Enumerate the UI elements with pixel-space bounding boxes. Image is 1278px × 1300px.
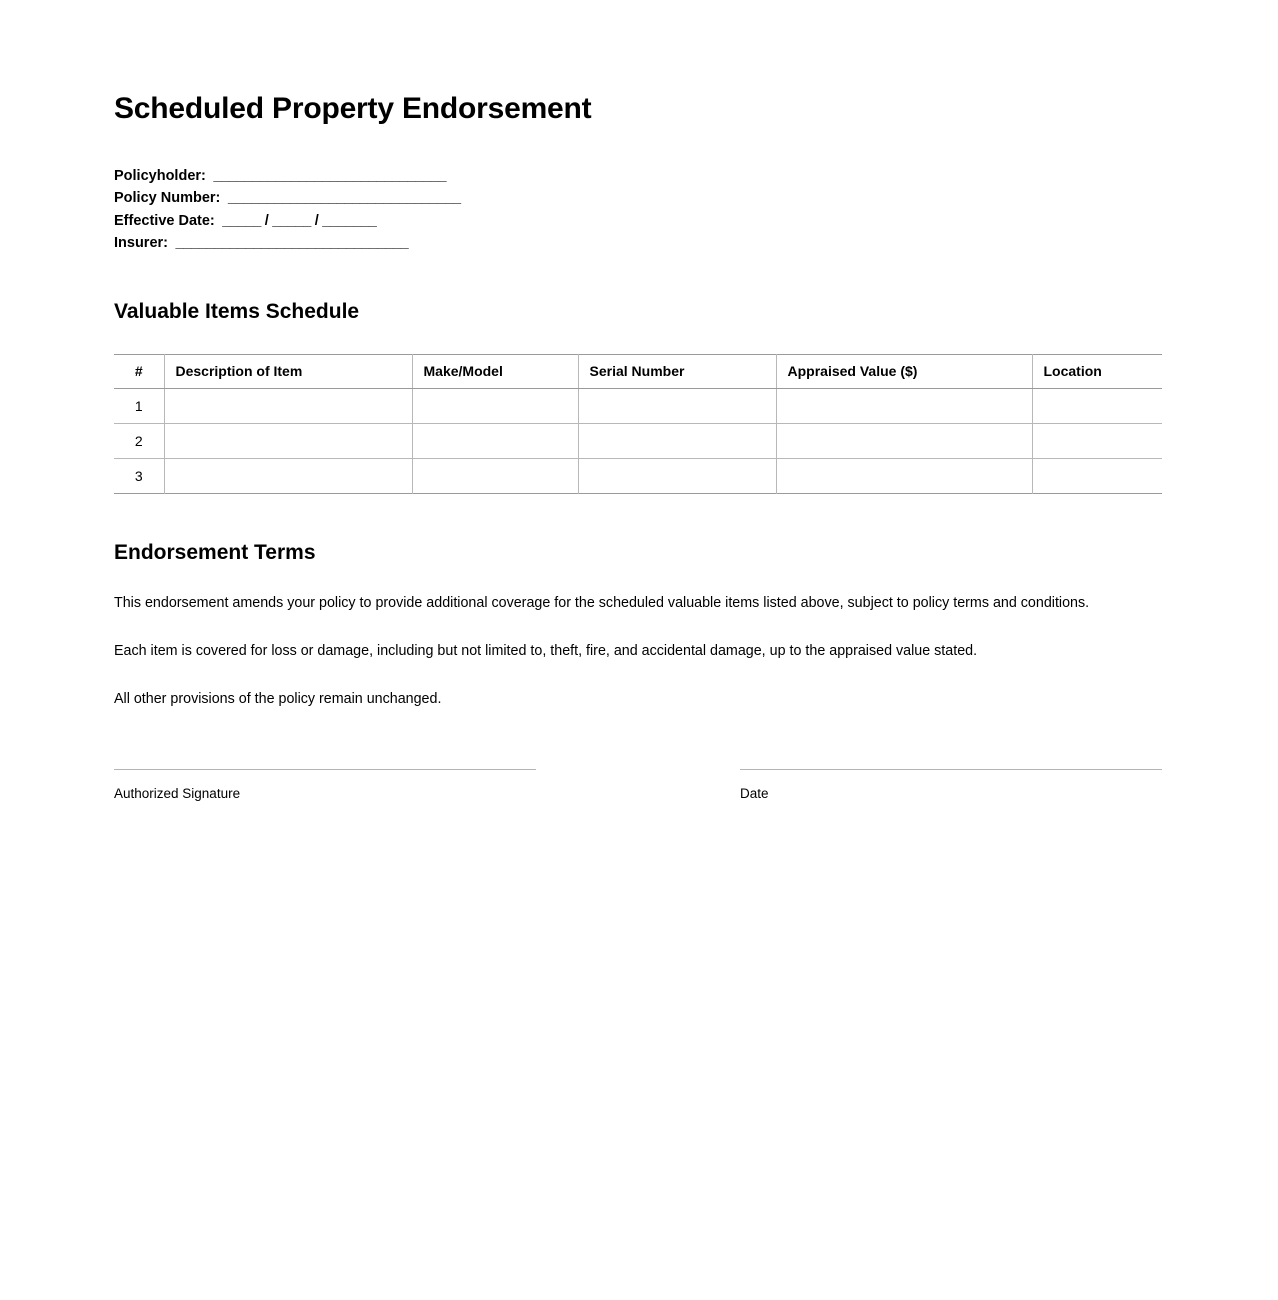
column-header-location: Location	[1032, 354, 1162, 388]
table-row	[114, 388, 1162, 423]
page-title: Scheduled Property Endorsement	[114, 92, 592, 125]
cell-row-number: 3	[114, 458, 164, 493]
column-header-make-model: Make/Model	[412, 354, 578, 388]
column-header-number: #	[114, 354, 164, 388]
policy-field-policyholder-blank[interactable]: ______________________________	[205, 167, 447, 184]
terms-paragraph-1: This endorsement amends your policy to provide additional coverage for the scheduled valuable items listed above, subject to policy terms and conditions.	[114, 594, 1090, 611]
column-header-appraised-value: Appraised Value ($)	[776, 354, 1032, 388]
signature-line-authorized[interactable]	[114, 769, 536, 770]
policy-field-policy-number	[114, 187, 1162, 210]
policy-field-policy-number-blank[interactable]: ______________________________	[220, 190, 461, 206]
policy-field-insurer-label: Insurer:	[114, 235, 168, 251]
cell-location[interactable]	[1032, 458, 1162, 493]
signature-line-date[interactable]	[740, 769, 1162, 770]
schedule-section-heading: Valuable Items Schedule	[114, 299, 360, 323]
policy-field-insurer-blank[interactable]: ______________________________	[168, 235, 409, 251]
policy-field-insurer	[114, 232, 1162, 255]
column-header-serial-number: Serial Number	[578, 354, 776, 388]
document-content	[114, 92, 1162, 802]
signature-field-date	[740, 769, 1162, 802]
policy-field-effective-date	[114, 210, 1162, 233]
terms-section-heading: Endorsement Terms	[114, 540, 316, 564]
cell-description[interactable]	[164, 423, 412, 458]
signature-field-authorized	[114, 769, 536, 802]
policy-field-policyholder	[114, 165, 1162, 188]
cell-row-number: 1	[114, 388, 164, 423]
policy-fields-block	[114, 165, 1162, 255]
cell-make-model[interactable]	[412, 458, 578, 493]
signature-block	[114, 769, 1162, 802]
policy-field-policy-number-label: Policy Number:	[114, 190, 221, 206]
cell-make-model[interactable]	[412, 423, 578, 458]
policy-field-effective-date-label: Effective Date:	[114, 212, 215, 229]
policy-field-effective-date-blank[interactable]: _____ / _____ / _______	[214, 212, 377, 229]
terms-paragraph-2: Each item is covered for loss or damage, including but not limited to, theft, fire, and accidental damage, up to the appraised value stated.	[114, 642, 978, 659]
table-row	[114, 423, 1162, 458]
table-row	[114, 458, 1162, 493]
cell-appraised-value[interactable]	[776, 423, 1032, 458]
terms-paragraph-3: All other provisions of the policy remain unchanged.	[114, 690, 442, 707]
cell-location[interactable]	[1032, 423, 1162, 458]
cell-appraised-value[interactable]	[776, 458, 1032, 493]
cell-serial-number[interactable]	[578, 388, 776, 423]
policy-field-policyholder-label: Policyholder:	[114, 167, 206, 184]
column-header-description: Description of Item	[164, 354, 412, 388]
cell-serial-number[interactable]	[578, 458, 776, 493]
cell-location[interactable]	[1032, 388, 1162, 423]
cell-description[interactable]	[164, 388, 412, 423]
cell-row-number: 2	[114, 423, 164, 458]
table-header-row	[114, 354, 1162, 388]
cell-serial-number[interactable]	[578, 423, 776, 458]
cell-description[interactable]	[164, 458, 412, 493]
cell-make-model[interactable]	[412, 388, 578, 423]
valuable-items-table	[114, 354, 1162, 494]
cell-appraised-value[interactable]	[776, 388, 1032, 423]
signature-label-date: Date	[740, 785, 769, 801]
signature-label-authorized: Authorized Signature	[114, 785, 241, 801]
